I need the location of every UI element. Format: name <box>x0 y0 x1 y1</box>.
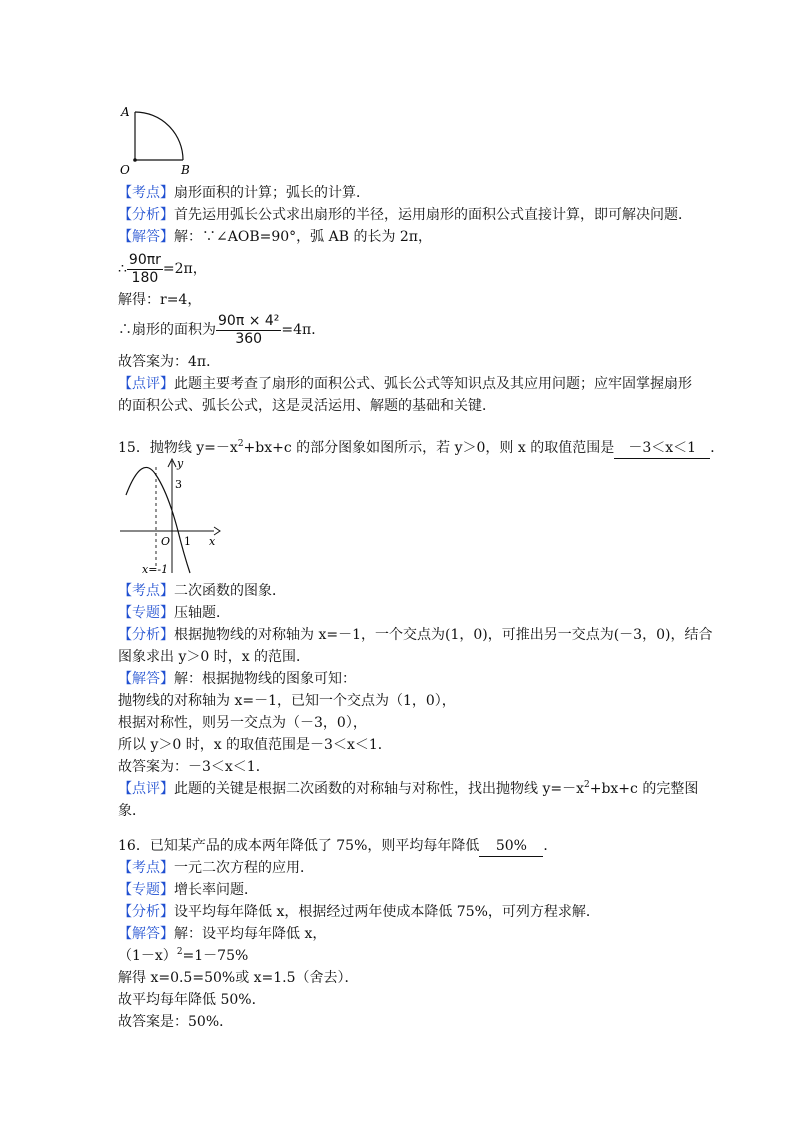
q15-dianping <box>118 779 698 799</box>
jieda-text: 解：设平均每年降低 x， <box>174 926 327 942</box>
fenxi-text: 首先运用弧长公式求出扇形的半径，运用扇形的面积公式直接计算，即可解决问题． <box>174 207 692 223</box>
kaodian-tag: 【考点】 <box>118 185 174 201</box>
parabola-figure <box>118 455 223 577</box>
zhuanti-tag: 【专题】 <box>118 605 174 621</box>
jieda-tag: 【解答】 <box>118 671 174 687</box>
kaodian-tag: 【考点】 <box>118 583 174 599</box>
equation-pre: （1－x） <box>118 948 177 964</box>
q15-line-3: 所以 y＞0 时，x 的取值范围是－3＜x＜1． <box>118 737 392 753</box>
y-axis-label: y <box>177 457 184 470</box>
step3-numerator: 90π × 4² <box>218 312 280 329</box>
jieda-tag: 【解答】 <box>118 926 174 942</box>
q15-dianping-cont: 象． <box>118 803 146 819</box>
point-b-label: B <box>181 163 190 177</box>
jieda-tag: 【解答】 <box>118 229 174 245</box>
step1-prefix: ∴ <box>118 261 127 277</box>
q16-fenxi <box>118 902 600 922</box>
q15-question-end: ． <box>710 440 725 456</box>
dianping-sup: 2 <box>583 780 590 790</box>
step3-denominator: 360 <box>235 330 263 347</box>
q16-line-2: 故平均每年降低 50%． <box>118 992 266 1008</box>
q16-question-pre: 16．已知某产品的成本两年降低了 75%，则平均每年降低 <box>118 838 480 854</box>
step1-denominator: 180 <box>131 269 159 286</box>
q15-answer-blank: －3＜x＜1 <box>614 438 710 459</box>
q15-fenxi-cont: 图象求出 y＞0 时，x 的范围． <box>118 649 311 665</box>
q16-zhuanti <box>118 880 258 900</box>
equation-sup: 2 <box>176 947 183 957</box>
tick-three-label: 3 <box>175 478 182 491</box>
dianping-tag: 【点评】 <box>118 781 174 797</box>
q16-question <box>118 836 557 857</box>
fenxi-tag: 【分析】 <box>118 207 174 223</box>
sector-figure <box>115 100 200 178</box>
fenxi-tag: 【分析】 <box>118 904 174 920</box>
q14-step2: 解得：r=4， <box>118 292 202 308</box>
fenxi-text: 设平均每年降低 x，根据经过两年使成本降低 75%，可列方程求解． <box>174 904 600 920</box>
q14-dianping-cont: 的面积公式、弧长公式，这是灵活运用、解题的基础和关键． <box>118 398 496 414</box>
q16-answer-blank: 50% <box>479 836 543 857</box>
point-a-label: A <box>121 105 130 119</box>
q14-dianping <box>118 374 692 394</box>
step1-suffix: =2π， <box>162 261 207 277</box>
step3-prefix: ∴扇形的面积为 <box>118 322 216 338</box>
equation-post: =1－75% <box>182 948 249 964</box>
q14-step1 <box>118 250 207 288</box>
q15-zhuanti <box>118 603 230 623</box>
q15-jieda <box>118 669 356 689</box>
q16-question-end: ． <box>543 838 558 854</box>
q14-step3 <box>118 311 325 349</box>
fenxi-text-1: 根据抛物线的对称轴为 x=－1，一个交点为(1，0)，可推出另一交点为(－3，0)，结合 <box>174 627 713 643</box>
zhuanti-tag: 【专题】 <box>118 882 174 898</box>
q14-fenxi <box>118 205 692 225</box>
symmetry-axis-label: x=-1 <box>142 563 169 576</box>
zhuanti-text: 压轴题． <box>174 605 230 621</box>
q15-kaodian <box>118 581 286 601</box>
q14-answer: 故答案为：4π． <box>118 354 221 370</box>
origin-label: O <box>161 535 171 548</box>
tick-one-label: 1 <box>184 535 191 548</box>
q15-line-1: 抛物线的对称轴为 x=－1，已知一个交点为（1，0）， <box>118 693 456 709</box>
kaodian-tag: 【考点】 <box>118 860 174 876</box>
dianping-tag: 【点评】 <box>118 376 174 392</box>
q14-jieda <box>118 227 432 247</box>
jieda-text: 解：根据抛物线的图象可知： <box>174 671 356 687</box>
q16-kaodian <box>118 858 314 878</box>
q16-equation <box>118 946 248 966</box>
step1-fraction <box>127 252 163 287</box>
step3-suffix: =4π． <box>281 322 326 338</box>
q15-question-pre: 15．抛物线 y=－x <box>118 440 238 456</box>
point-o-label: O <box>120 163 130 177</box>
zhuanti-text: 增长率问题． <box>174 882 258 898</box>
step3-fraction <box>216 313 281 348</box>
kaodian-text: 一元二次方程的应用． <box>174 860 314 876</box>
q15-question-sup: 2 <box>237 439 244 449</box>
q16-line-1: 解得 x=0.5=50%或 x=1.5（舍去）． <box>118 970 359 986</box>
jieda-text: 解：∵∠AOB=90°，弧 AB 的长为 2π， <box>174 229 433 245</box>
kaodian-text: 二次函数的图象． <box>174 583 286 599</box>
q15-question-post: +bx+c 的部分图象如图所示，若 y＞0，则 x 的取值范围是 <box>243 440 615 456</box>
q16-answer: 故答案是：50%． <box>118 1014 234 1030</box>
dianping-post: +bx+c 的完整图 <box>589 781 699 797</box>
x-axis-label: x <box>209 535 216 548</box>
q15-fenxi <box>118 625 712 645</box>
dianping-text-1: 此题主要考查了扇形的面积公式、弧长公式等知识点及其应用问题；应牢固掌握扇形 <box>174 376 692 392</box>
q15-answer: 故答案为：－3＜x＜1． <box>118 759 270 775</box>
dianping-pre: 此题的关键是根据二次函数的对称轴与对称性，找出抛物线 y=－x <box>174 781 584 797</box>
q16-jieda <box>118 924 326 944</box>
step1-numerator: 90πr <box>128 251 161 268</box>
fenxi-tag: 【分析】 <box>118 627 174 643</box>
q14-kaodian <box>118 183 370 203</box>
q15-line-2: 根据对称性，则另一交点为（－3，0）， <box>118 715 367 731</box>
kaodian-text: 扇形面积的计算；弧长的计算． <box>174 185 370 201</box>
